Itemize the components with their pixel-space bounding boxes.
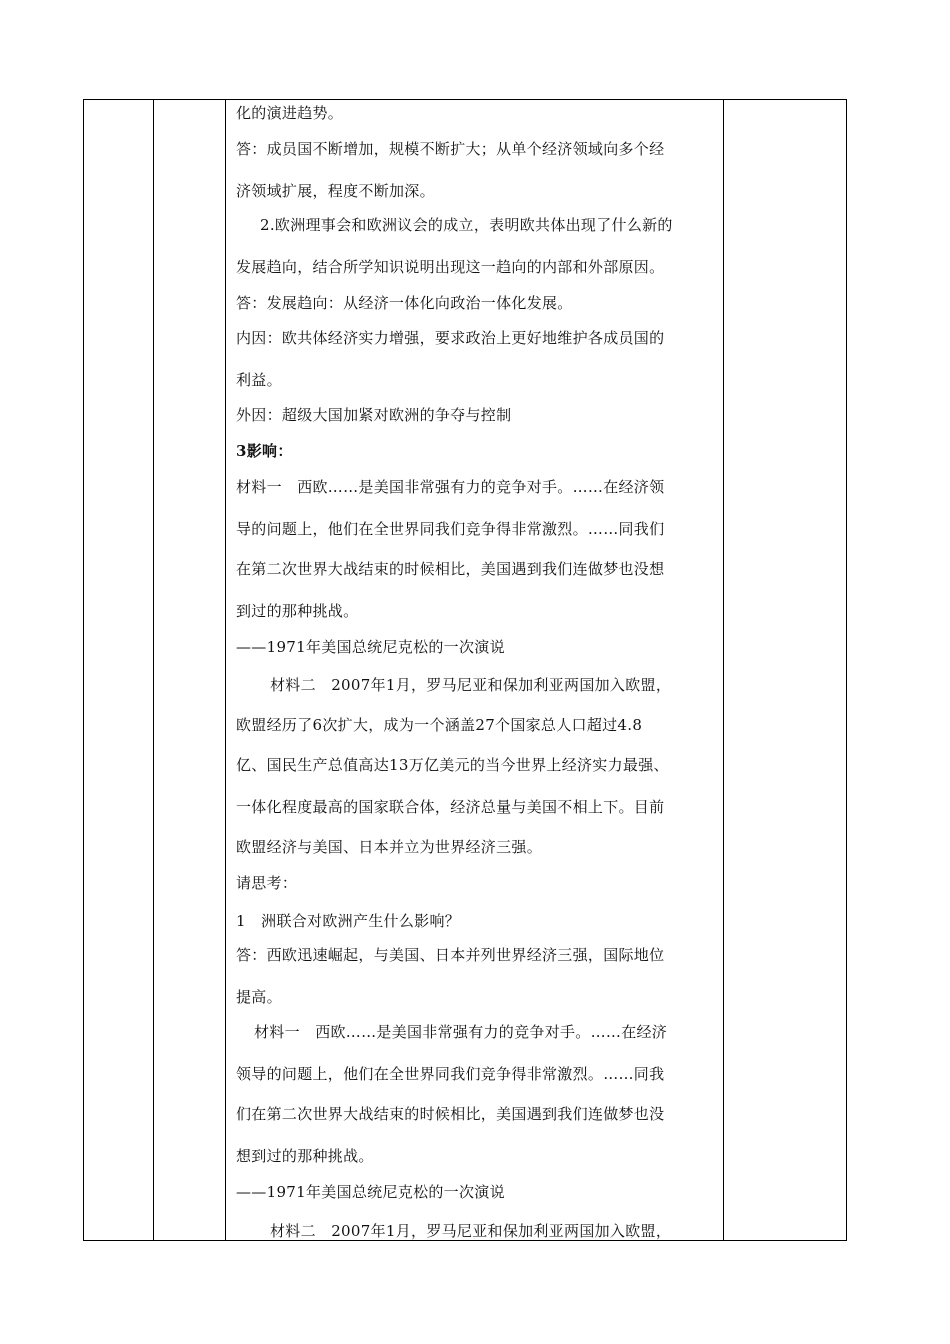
text-line: 材料一 西欧……是美国非常强有力的竞争对手。……在经济领 xyxy=(236,478,665,496)
text-line: 答：西欧迅速崛起，与美国、日本并列世界经济三强，国际地位 xyxy=(236,946,665,964)
text-line: 提高。 xyxy=(236,988,282,1006)
text-line: 答：发展趋向：从经济一体化向政治一体化发展。 xyxy=(236,294,573,312)
text-line: 材料二 2007年1月，罗马尼亚和保加利亚两国加入欧盟， xyxy=(270,1222,672,1240)
text-line: 一体化程度最高的国家联合体，经济总量与美国不相上下。目前 xyxy=(236,798,665,816)
text-line: 3影响： xyxy=(236,442,293,460)
text-line: 在第二次世界大战结束的时候相比，美国遇到我们连做梦也没想 xyxy=(236,560,665,578)
text-line: 化的演进趋势。 xyxy=(236,104,344,122)
text-line: 材料二 2007年1月，罗马尼亚和保加利亚两国加入欧盟， xyxy=(270,676,672,694)
text-line: 领导的问题上，他们在全世界同我们竞争得非常激烈。……同我 xyxy=(236,1065,665,1083)
text-line: 利益。 xyxy=(236,371,282,389)
text-line: 2.欧洲理事会和欧洲议会的成立，表明欧共体出现了什么新的 xyxy=(260,216,673,234)
text-line: 材料一 西欧……是美国非常强有力的竞争对手。……在经济 xyxy=(254,1023,668,1041)
text-line: ——1971年美国总统尼克松的一次演说 xyxy=(236,638,505,656)
text-line: 导的问题上，他们在全世界同我们竞争得非常激烈。……同我们 xyxy=(236,520,665,538)
text-line: 们在第二次世界大战结束的时候相比，美国遇到我们连做梦也没 xyxy=(236,1105,665,1123)
text-line: 济领域扩展，程度不断加深。 xyxy=(236,182,435,200)
text-line: 发展趋向，结合所学知识说明出现这一趋向的内部和外部原因。 xyxy=(236,258,665,276)
text-line: 答：成员国不断增加，规模不断扩大；从单个经济领域向多个经 xyxy=(236,140,665,158)
content-cell xyxy=(226,99,724,1241)
text-line: 请思考： xyxy=(236,874,298,892)
text-line: 欧盟经历了6次扩大，成为一个涵盖27个国家总人口超过4.8 xyxy=(236,716,643,734)
text-line: 亿、国民生产总值高达13万亿美元的当今世界上经济实力最强、 xyxy=(236,756,669,774)
text-line: 1 洲联合对欧洲产生什么影响？ xyxy=(236,912,461,930)
text-line: 内因：欧共体经济实力增强，要求政治上更好地维护各成员国的 xyxy=(236,329,665,347)
text-line: 到过的那种挑战。 xyxy=(236,602,359,620)
text-line: 想到过的那种挑战。 xyxy=(236,1147,374,1165)
text-line: 外因：超级大国加紧对欧洲的争夺与控制 xyxy=(236,406,512,424)
column-divider-1 xyxy=(153,99,154,1241)
text-line: ——1971年美国总统尼克松的一次演说 xyxy=(236,1183,505,1201)
text-line: 欧盟经济与美国、日本并立为世界经济三强。 xyxy=(236,838,543,856)
